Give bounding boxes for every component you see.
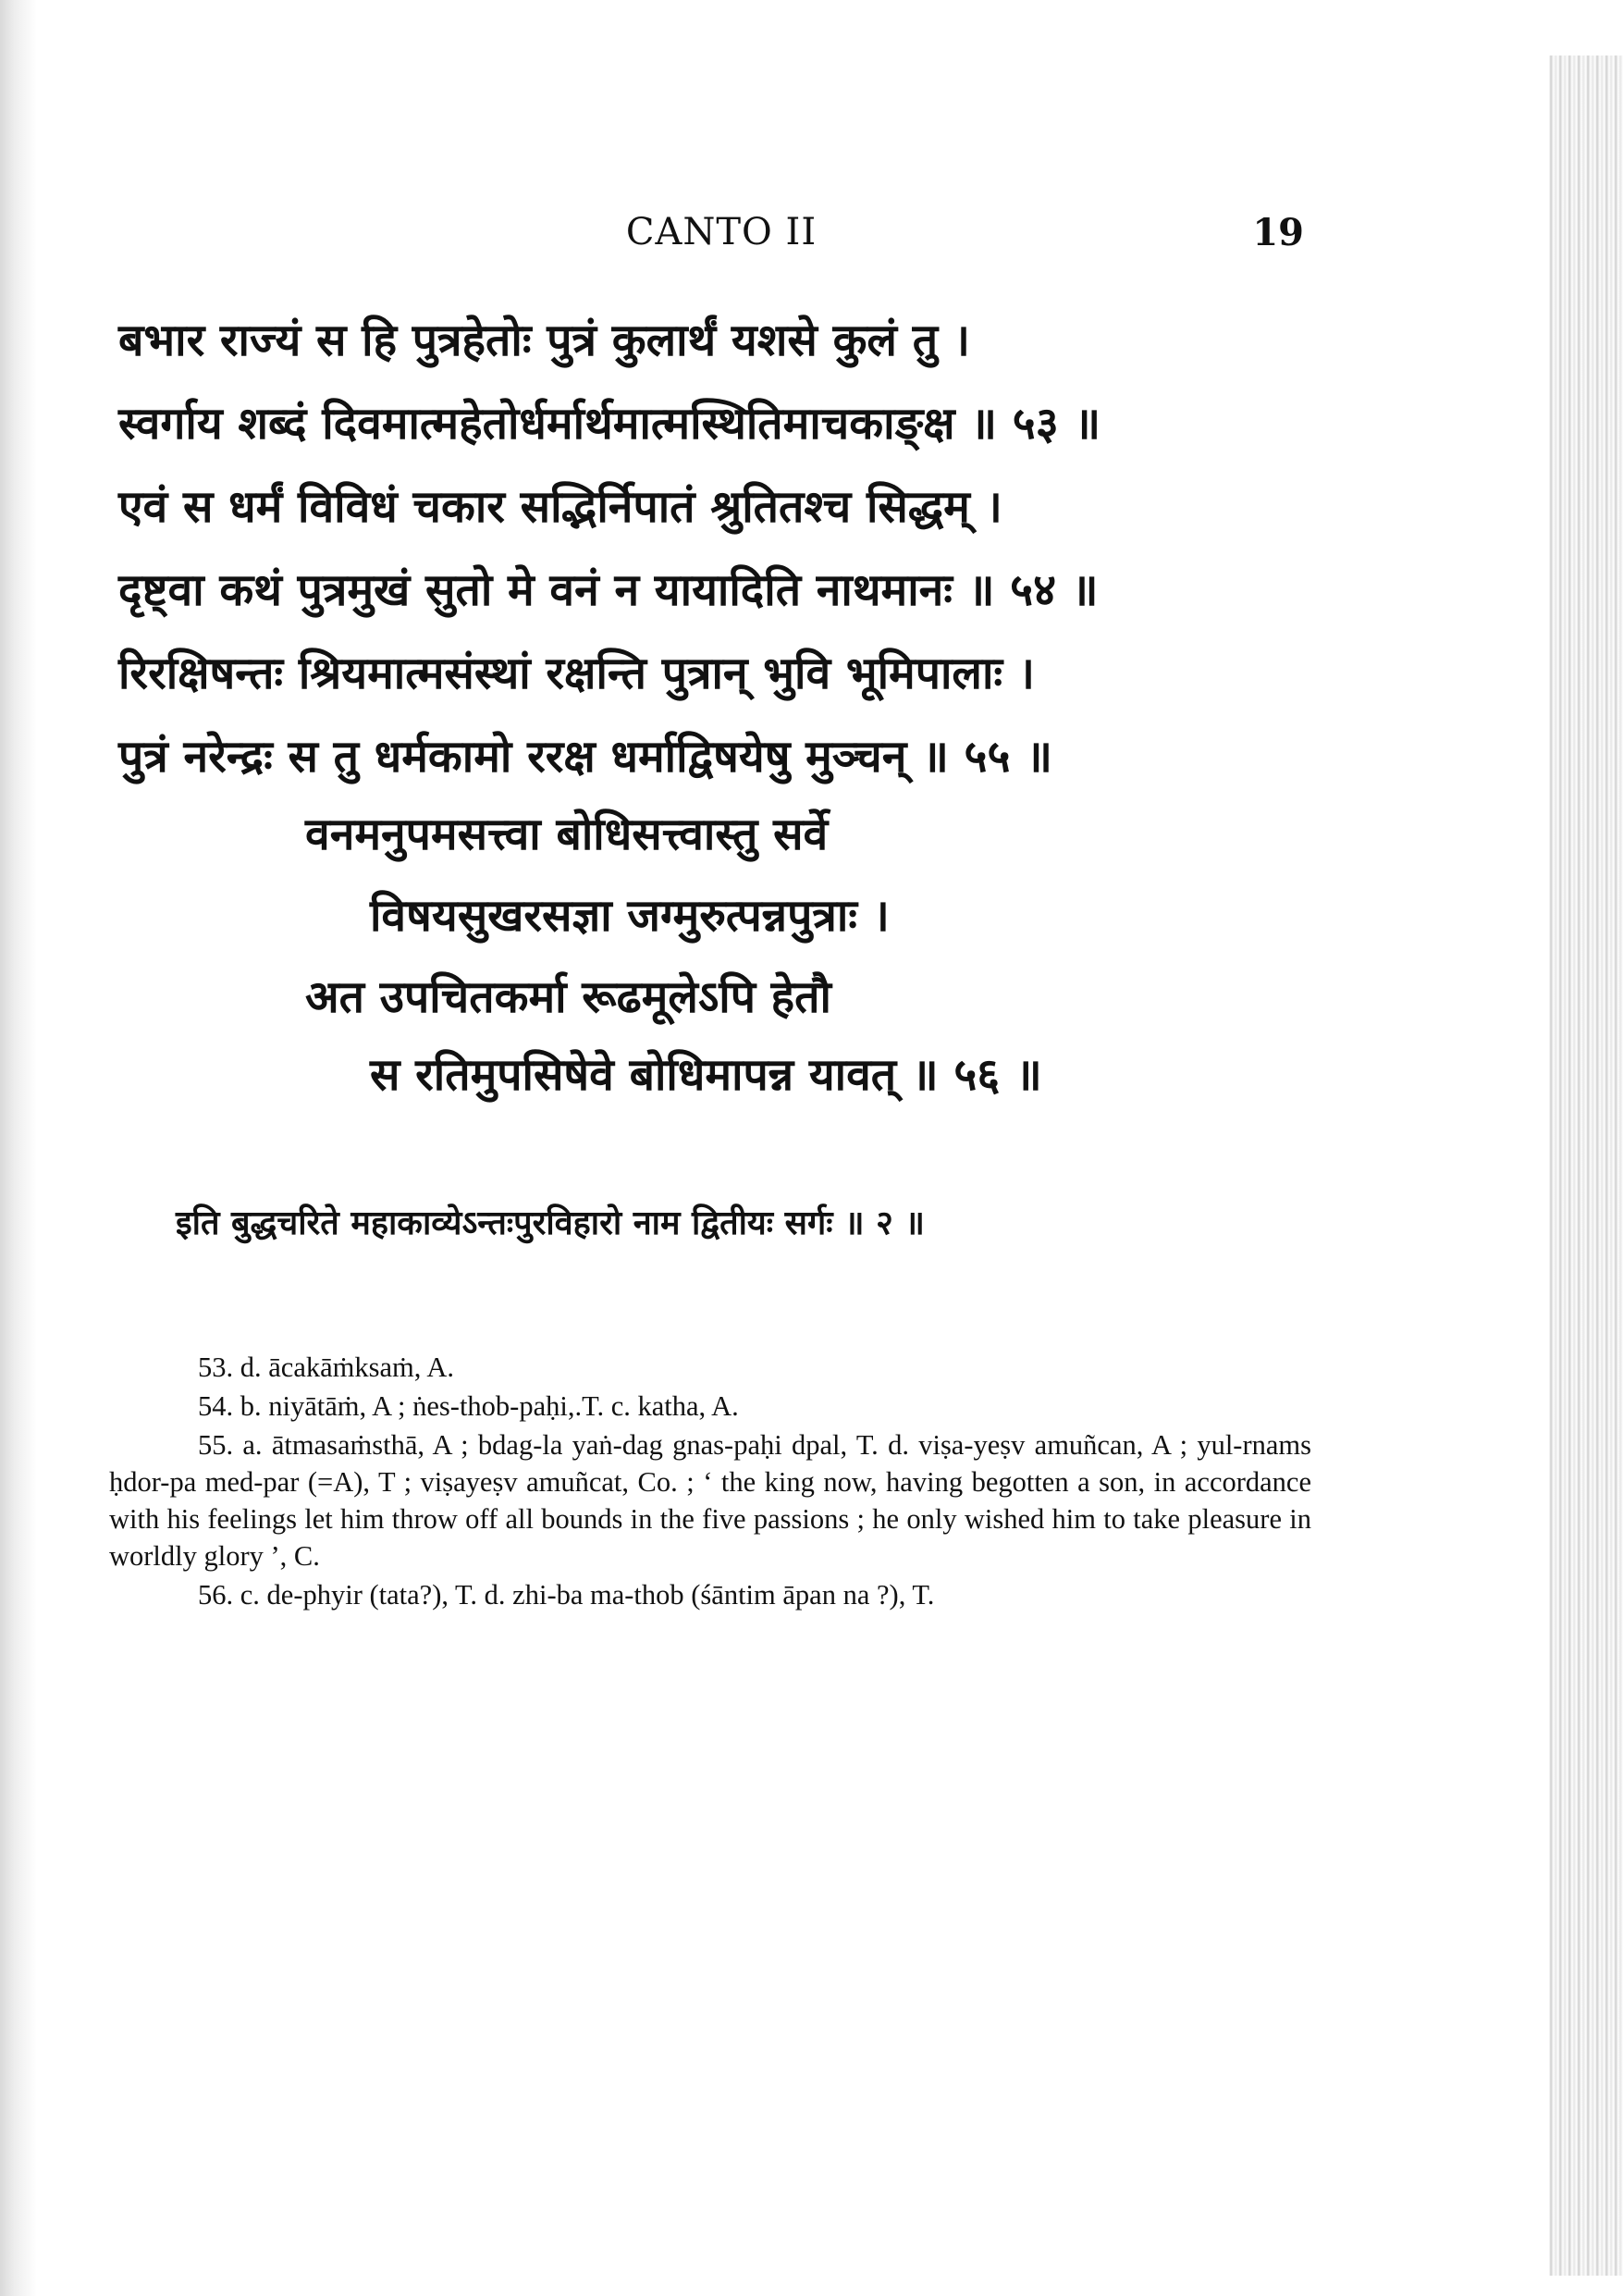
verse-line-2: स्वर्गाय शब्दं दिवमात्महेतोर्धर्मार्थमात्मस्थितिमाचकाङ्क्ष ॥ ५३ ॥ bbox=[118, 398, 1101, 450]
verse-line-6: पुत्रं नरेन्द्रः स तु धर्मकामो ररक्ष धर्माद्विषयेषु मुञ्चन् ॥ ५५ ॥ bbox=[118, 731, 1052, 783]
verse-line-5: रिरक्षिषन्तः श्रियमात्मसंस्थां रक्षन्ति पुत्रान् भुवि भूमिपालाः । bbox=[118, 648, 1036, 699]
verse-line-9: अत उपचितकर्मा रूढमूलेऽपि हेतौ bbox=[305, 971, 831, 1023]
running-header-title: CANTO II bbox=[625, 211, 818, 253]
page-number: 19 bbox=[1252, 211, 1304, 254]
note-53: 53. d. ācakāṁksaṁ, A. bbox=[198, 1352, 454, 1383]
page-right-edge-binding bbox=[1549, 56, 1623, 2276]
canto-colophon: इति बुद्धचरिते महाकाव्येऽन्तःपुरविहारो नाम द्वितीयः सर्गः ॥ २ ॥ bbox=[176, 1204, 925, 1242]
verse-line-3: एवं स धर्मं विविधं चकार सद्भिर्निपातं श्रुतितश्च सिद्धम् । bbox=[118, 481, 1002, 533]
verse-line-8: विषयसुखरसज्ञा जग्मुरुत्पन्नपुत्राः । bbox=[370, 890, 890, 942]
critical-notes bbox=[109, 1349, 1311, 1615]
page-left-edge-shadow bbox=[0, 0, 37, 2296]
verse-line-1: बभार राज्यं स हि पुत्रहेतोः पुत्रं कुलार्थं यशसे कुलं तु । bbox=[118, 315, 970, 366]
note-54: 54. b. niyātāṁ, A ; ṅes-thob-paḥi,.T. c. katha, A. bbox=[198, 1390, 739, 1422]
verse-line-7: वनमनुपमसत्त्वा बोधिसत्त्वास्तु सर्वे bbox=[305, 809, 829, 860]
note-56: 56. c. de-phyir (tata?), T. d. zhi-ba ma-thob (śāntim āpan na ?), T. bbox=[198, 1579, 935, 1611]
note-55: 55. a. ātmasaṁsthā, A ; bdag-la yaṅ-dag gnas-paḥi dpal, T. d. viṣa-yeṣv amuñcan, A ; yul-rnams ḥdor-pa med-par (=A), T ; viṣayeṣv amuñcat, Co. ; ‘ the king now, having begotten a son, in accordance with his feelings let him throw off all bounds in the five passions ; he only wished him to take pleasure in worldly glory ’, C. bbox=[109, 1429, 1311, 1572]
verse-line-10: स रतिमुपसिषेवे बोधिमापन्न यावत् ॥ ५६ ॥ bbox=[370, 1049, 1042, 1101]
verse-line-4: दृष्ट्वा कथं पुत्रमुखं सुतो मे वनं न यायादिति नाथमानः ॥ ५४ ॥ bbox=[118, 564, 1099, 616]
